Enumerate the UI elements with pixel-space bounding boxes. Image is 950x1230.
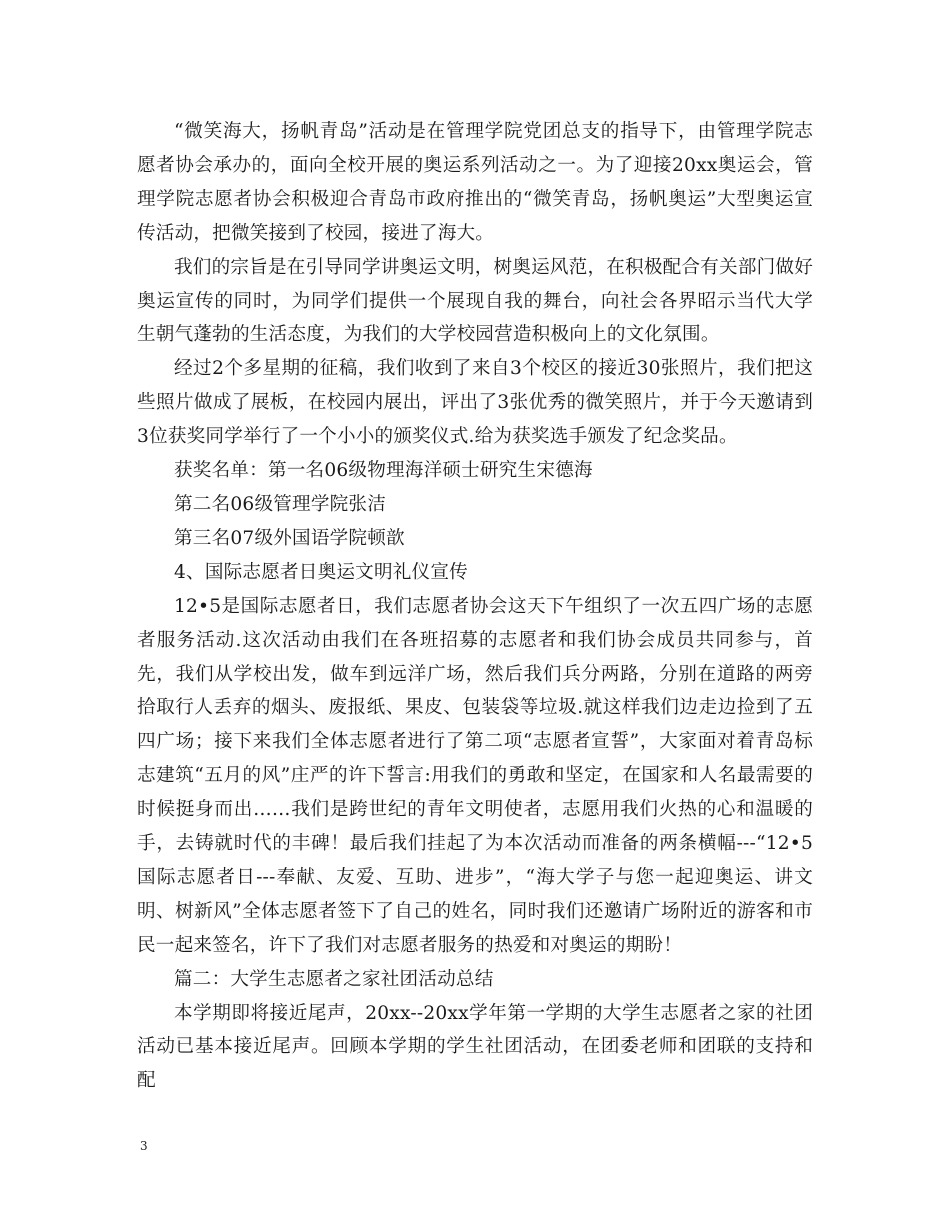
- paragraph-purpose: 我们的宗旨是在引导同学讲奥运文明，树奥运风范，在积极配合有关部门做好奥运宣传的同时，为同学们提供一个展现自我的舞台，向社会各界昭示当代大学生朝气蓬勃的生活态度，为我们的大学校园营造积极向上的文化氛围。: [137, 256, 813, 346]
- paragraph-winner-first: 获奖名单：第一名06级物理海洋硕士研究生宋德海: [174, 460, 593, 482]
- paragraph-winner-second: 第二名06级管理学院张洁: [174, 493, 386, 515]
- paragraph-winner-third: 第三名07级外国语学院顿歆: [174, 527, 405, 549]
- document-body: [137, 115, 813, 1098]
- paragraph-volunteer-day: 12•5是国际志愿者日，我们志愿者协会这天下午组织了一次五四广场的志愿者服务活动.这次活动由我们在各班招募的志愿者和我们协会成员共同参与，首先，我们从学校出发，做车到远洋广场，然后我们兵分两路，分别在道路的两旁拾取行人丢弃的烟头、废报纸、果皮、包装袋等垃圾.就这样我们边走边捡到了五四广场；接下来我们全体志愿者进行了第二项“志愿者宣誓”，大家面对着青岛标志建筑“五月的风”庄严的许下誓言:用我们的勇敢和坚定，在国家和人名最需要的时候挺身而出……我们是跨世纪的青年文明使者，志愿用我们火热的心和温暖的手，去铸就时代的丰碑！最后我们挂起了为本次活动而准备的两条横幅---“12•5国际志愿者日---奉献、友爱、互助、进步”，“海大学子与您一起迎奥运、讲文明、树新风”全体志愿者签下了自己的姓名，同时我们还邀请广场附近的游客和市民一起来签名，许下了我们对志愿者服务的热爱和对奥运的期盼！: [137, 595, 813, 956]
- section-heading-volunteer-day: 4、国际志愿者日奥运文明礼仪宣传: [174, 561, 468, 583]
- paragraph-photo-contest: 经过2个多星期的征稿，我们收到了来自3个校区的接近30张照片，我们把这些照片做成了展板，在校园内展出，评出了3张优秀的微笑照片，并于今天邀请到3位获奖同学举行了一个小小的颁奖仪式.给为获奖选手颁发了纪念奖品。: [137, 358, 813, 448]
- paragraph-event-intro: “微笑海大，扬帆青岛”活动是在管理学院党团总支的指导下，由管理学院志愿者协会承办的，面向全校开展的奥运系列活动之一。为了迎接20xx奥运会，管理学院志愿者协会积极迎合青岛市政府推出的“微笑青岛，扬帆奥运”大型奥运宣传活动，把微笑接到了校园，接进了海大。: [137, 121, 813, 244]
- paragraph-semester-summary: 本学期即将接近尾声，20xx--20xx学年第一学期的大学生志愿者之家的社团活动已基本接近尾声。回顾本学期的学生社团活动，在团委老师和团联的支持和配: [137, 1002, 813, 1092]
- section-heading-part-two: 篇二：大学生志愿者之家社团活动总结: [174, 968, 494, 990]
- page-number: 3: [140, 1139, 148, 1153]
